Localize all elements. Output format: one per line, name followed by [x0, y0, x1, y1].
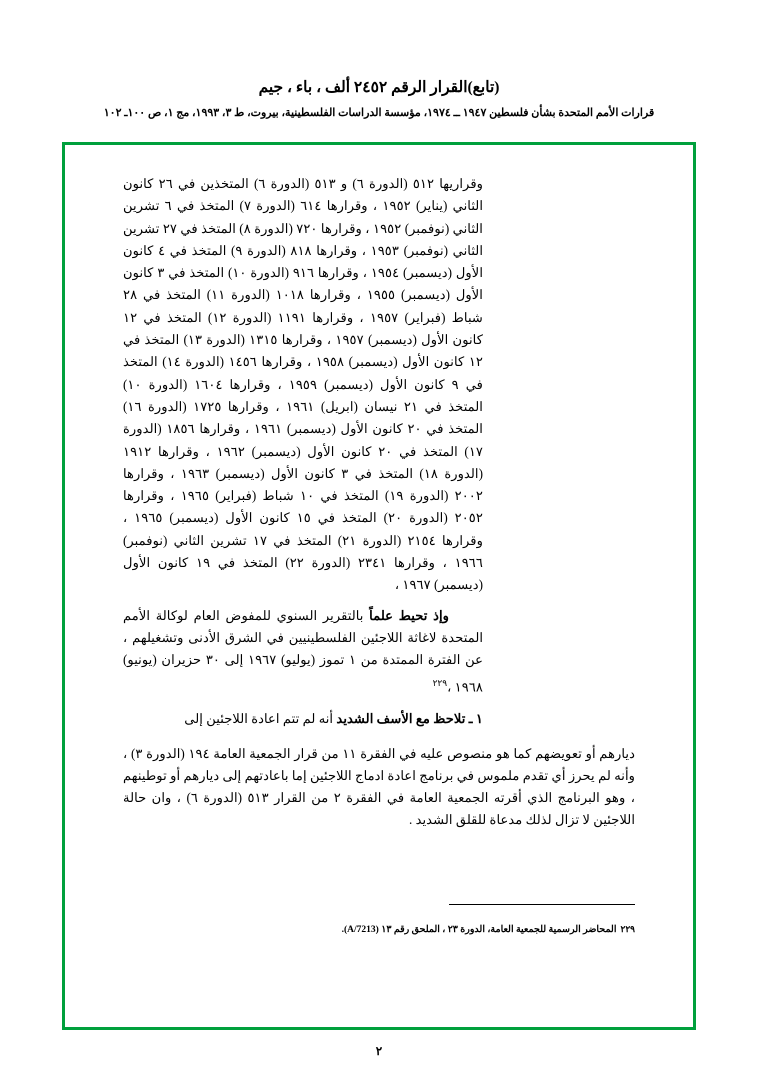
paragraph-item-1-bold: ١ ـ تلاحظ مع الأسف الشديد: [336, 711, 483, 727]
page-title: (تابع)القرار الرقم ٢٤٥٢ ألف ، باء ، جيم: [258, 79, 500, 96]
paragraph-item-1-lead: [123, 708, 483, 730]
paragraph-resolutions-list: وقراريها ٥١٢ (الدورة ٦) و ٥١٣ (الدورة ٦) المتخذين في ٢٦ كانون الثاني (يناير) ١٩٥٢ ، وقرارها ٦١٤ (الدورة ٧) المتخذ في ٦ تشرين الثاني (نوفمبر) ١٩٥٢ ، وقرارها ٧٢٠ (الدورة ٨) المتخذ في ٢٧ تشرين الثاني (نوفمبر) ١٩٥٣ ، وقرارها ٨١٨ (الدورة ٩) المتخذ في ٤ كانون الأول (ديسمبر) ١٩٥٤ ، وقرارها ٩١٦ (الدورة ١٠) المتخذ في ٣ كانون الأول (ديسمبر) ١٩٥٥ ، وقرارها ١٠١٨ (الدورة ١١) المتخذ في ٢٨ شباط (فبراير) ١٩٥٧ ، وقرارها ١١٩١ (الدورة ١٢) المتخذ في ١٢ كانون الأول (ديسمبر) ١٩٥٧ ، وقرارها ١٣١٥ (الدورة ١٣) المتخذ في ١٢ كانون الأول (ديسمبر) ١٩٥٨ ، وقرارها ١٤٥٦ (الدورة ١٤) المتخذ في ٩ كانون الأول (ديسمبر) ١٩٥٩ ، وقرارها ١٦٠٤ (الدورة ١٠) المتخذ في ٢١ نيسان (ابريل) ١٩٦١ ، وقرارها ١٧٢٥ (الدورة ١٦) المتخذ في ٢٠ كانون الأول (ديسمبر) ١٩٦١ ، وقرارها ١٨٥٦ (الدورة ١٧) المتخذ في ٢٠ كانون الأول (ديسمبر) ١٩٦٢ ، وقرارها ١٩١٢ (الدورة ١٨) المتخذ في ٣ كانون الأول (ديسمبر) ١٩٦٣ ، وقرارها ٢٠٠٢ (الدورة ١٩) المتخذ في ١٠ شباط (فبراير) ١٩٦٥ ، وقرارها ٢٠٥٢ (الدورة ٢٠) المتخذ في ١٥ كانون الأول (ديسمبر) ١٩٦٥ ، وقرارها ٢١٥٤ (الدورة ٢١) المتخذ في ١٧ تشرين الثاني (نوفمبر) ١٩٦٦ ، وقرارها ٢٣٤١ (الدورة ٢٢) المتخذ في ١٩ كانون الأول (ديسمبر) ١٩٦٧ ،: [123, 176, 483, 593]
source-citation: قرارات الأمم المتحدة بشأن فلسطين ١٩٤٧ ــ ١٩٧٤، مؤسسة الدراسات الفلسطينية، بيروت، ط ٣، ١٩٩٣، مج ١، ص ١٠٠ـ ١٠٢: [103, 107, 655, 119]
footnote-divider: [449, 904, 635, 905]
content-frame: [62, 142, 696, 1030]
paragraph-takes-note-lead: وإذ تحيط علماً: [369, 607, 450, 623]
document-body: [123, 173, 635, 832]
paragraph-takes-note-text: بالتقرير السنوي للمفوض العام لوكالة الأمم المتحدة لاغاثة اللاجئين الفلسطينيين في الشرق الأدنى وتشغيلهم ، عن الفترة الممتدة من ١ تموز (يوليو) ١٩٦٧ إلى ٣٠ حزيران (يونيو) ١٩٦٨ ،: [123, 607, 483, 694]
paragraph-takes-note: [123, 605, 483, 699]
paragraph-item-1-text: أنه لم تتم اعادة اللاجئين إلى: [184, 711, 337, 727]
page-number: ٢: [375, 1044, 383, 1058]
footnote-text: المحاضر الرسمية للجمعية العامة، الدورة ٢٣ ، الملحق رقم ١٣ (A/7213).: [341, 925, 617, 935]
footnote-reference-marker: ٢٢٩: [432, 677, 448, 688]
footnote-number: ٢٢٩: [620, 924, 635, 934]
paragraph-item-1-body: ديارهم أو تعويضهم كما هو منصوص عليه في الفقرة ١١ من قرار الجمعية العامة ١٩٤ (الدورة ٣) ، وأنه لم يحرز أي تقدم ملموس في برنامج اعادة ادماج اللاجئين إما باعادتهم إلى ديارهم أو توطينهم ، وهو البرنامج الذي أقرته الجمعية العامة في الفقرة ٢ من القرار ٥١٣ (الدورة ٦) ، وان حالة اللاجئين لا تزال لذلك مدعاة للقلق الشديد .: [123, 745, 635, 828]
footnote: [123, 924, 635, 935]
